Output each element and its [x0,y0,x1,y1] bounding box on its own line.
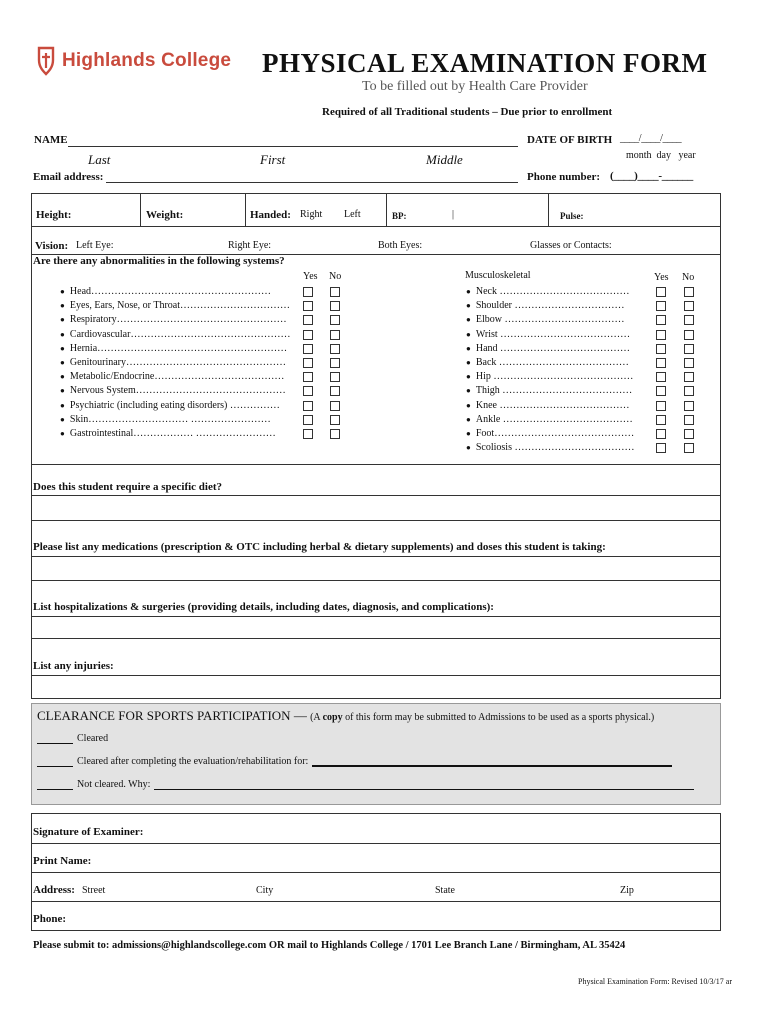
diet-question: Does this student require a specific diet? [33,481,223,493]
system-right-no-checkbox[interactable] [684,287,694,297]
system-right-row [466,285,694,299]
height-field[interactable]: Height: [36,209,72,221]
logo-text: Highlands College [62,50,232,71]
street-field[interactable]: Street [82,885,106,896]
divider [31,872,721,873]
abnormalities-question: Are there any abnormalities in the following systems? [33,255,285,267]
diet-answer-field[interactable] [32,496,720,520]
cleared-after-blank[interactable] [37,766,73,767]
bullet-icon: ● [466,287,471,296]
bullet-icon: ● [466,372,471,382]
weight-field[interactable]: Weight: [146,209,184,221]
cleared-after-option[interactable] [37,756,672,767]
email-label: Email address: [33,171,104,183]
system-right-label: Elbow ……………………………… [475,314,625,326]
signature-field[interactable]: Signature of Examiner: [33,826,144,838]
system-left-row [60,399,340,413]
bullet-icon: ● [466,428,471,438]
system-right-row [466,399,694,413]
system-left-yes-checkbox[interactable] [303,401,313,411]
clearance-note-b: of this form may be submitted to Admissions to be used as a sports physical.) [342,712,655,723]
system-left-row [60,328,340,342]
bullet-icon: ● [60,287,65,296]
system-right-no-checkbox[interactable] [684,401,694,411]
systems-list-left [60,285,340,441]
footer-revision: Physical Examination Form: Revised 10/3/17 ar [578,977,732,986]
system-right-label: Knee ………………………………… [475,399,630,411]
system-left-no-checkbox[interactable] [330,372,340,382]
system-left-row [60,342,340,356]
system-left-row [60,384,340,398]
system-right-row [466,356,694,370]
yes-header-left: Yes [303,271,318,282]
handed-right-option[interactable]: Right [300,209,323,220]
system-left-label: Hernia………………………………………………… [69,342,288,354]
system-left-row [60,413,340,427]
shield-logo-icon [36,46,56,76]
system-right-row [466,413,694,427]
middle-name-label: Middle [426,152,463,167]
phone-label: Phone number: [527,171,601,183]
system-right-yes-checkbox[interactable] [656,429,666,439]
cleared-after-reason-field[interactable] [312,765,672,767]
system-left-row [60,427,340,441]
system-left-yes-checkbox[interactable] [303,315,313,325]
system-left-yes-checkbox[interactable] [303,372,313,382]
system-right-row [466,328,694,342]
bullet-icon: ● [60,301,65,311]
divider [31,901,721,902]
system-right-no-checkbox[interactable] [684,301,694,311]
dob-parts-label: month day year [626,150,696,161]
system-right-yes-checkbox[interactable] [656,287,666,297]
system-right-yes-checkbox[interactable] [656,330,666,340]
system-right-row [466,313,694,327]
system-right-no-checkbox[interactable] [684,315,694,325]
no-header-left: No [329,271,342,282]
dob-field[interactable]: ____/____/____ [620,133,682,144]
system-right-yes-checkbox[interactable] [656,386,666,396]
system-right-yes-checkbox[interactable] [656,301,666,311]
system-left-no-checkbox[interactable] [330,330,340,340]
system-left-row [60,299,340,313]
print-name-field[interactable]: Print Name: [33,855,92,867]
both-eyes-field[interactable]: Both Eyes: [378,240,423,251]
system-left-yes-checkbox[interactable] [303,301,313,311]
bullet-icon: ● [60,372,65,382]
system-right-no-checkbox[interactable] [684,358,694,368]
system-left-label: Respiratory…………………………………………… [69,314,287,326]
system-right-yes-checkbox[interactable] [656,372,666,382]
systems-list-right [466,285,694,455]
right-eye-field[interactable]: Right Eye: [228,240,272,251]
system-right-no-checkbox[interactable] [684,344,694,354]
bullet-icon: ● [466,386,471,396]
system-right-yes-checkbox[interactable] [656,344,666,354]
system-left-row [60,356,340,370]
state-field[interactable]: State [435,885,455,896]
bullet-icon: ● [60,386,65,396]
system-right-no-checkbox[interactable] [684,443,694,453]
yes-header-right: Yes [654,272,669,283]
system-left-row [60,285,340,299]
system-left-label: Genitourinary………………………………………… [69,356,287,368]
system-left-no-checkbox[interactable] [330,429,340,439]
bullet-icon: ● [60,414,65,424]
system-right-no-checkbox[interactable] [684,330,694,340]
clearance-heading [37,707,654,725]
system-left-label: Cardiovascular………………………………………… [69,328,291,340]
system-right-label: Neck ………………………………… [475,286,630,297]
submission-instructions: Please submit to: admissions@highlandscollege.com OR mail to Highlands College / 1701 Lee Branch Lane / Birmingham, AL 35424 [33,940,626,951]
system-right-label: Foot…………………………………… [475,427,635,439]
city-field[interactable]: City [256,885,274,896]
not-cleared-option[interactable] [37,779,694,790]
system-left-label: Eyes, Ears, Nose, or Throat…………………………… [69,300,290,312]
system-left-no-checkbox[interactable] [330,344,340,354]
first-name-label: First [260,152,286,167]
pulse-field[interactable]: Pulse: [560,211,584,221]
bullet-icon: ● [466,329,471,339]
system-left-no-checkbox[interactable] [330,386,340,396]
system-right-label: Ankle ………………………………… [475,413,633,425]
vitals-box [31,193,721,227]
system-left-yes-checkbox[interactable] [303,330,313,340]
system-right-label: Hand ………………………………… [475,342,631,354]
requirement-note: Required of all Traditional students – Due prior to enrollment [322,106,613,118]
system-right-no-checkbox[interactable] [684,415,694,425]
bullet-icon: ● [466,315,471,325]
bullet-icon: ● [466,414,471,424]
system-right-yes-checkbox[interactable] [656,443,666,453]
handed-label: Handed: [250,209,291,221]
system-left-no-checkbox[interactable] [330,401,340,411]
system-right-row [466,370,694,384]
medications-question: Please list any medications (prescription & OTC including herbal & dietary supplements) and doses this student is taking: [33,541,606,553]
injuries-question: List any injuries: [33,660,114,672]
cleared-after-label: Cleared after completing the evaluation/rehabilitation for: [77,756,309,767]
not-cleared-reason-field[interactable] [154,789,694,790]
vision-label: Vision: [35,240,69,252]
no-header-right: No [682,272,695,283]
cleared-blank[interactable] [37,743,73,744]
cleared-option[interactable] [37,733,108,744]
system-right-row [466,441,694,455]
bullet-icon: ● [466,301,471,311]
system-right-no-checkbox[interactable] [684,372,694,382]
system-right-yes-checkbox[interactable] [656,315,666,325]
bp-separator: | [452,209,455,220]
system-left-yes-checkbox[interactable] [303,429,313,439]
system-left-yes-checkbox[interactable] [303,287,313,297]
system-left-label: Head……………………………………………… [69,286,272,297]
phone-bottom-field[interactable]: Phone: [33,913,66,925]
system-left-label: Nervous System……………………………………… [69,385,286,397]
system-right-yes-checkbox[interactable] [656,401,666,411]
bullet-icon: ● [60,400,65,410]
system-right-yes-checkbox[interactable] [656,358,666,368]
medications-answer-field[interactable] [32,557,720,580]
address-label: Address: [33,884,75,896]
system-right-row [466,427,694,441]
bullet-icon: ● [466,400,471,410]
dob-label: DATE OF BIRTH [527,134,613,146]
bullet-icon: ● [60,329,65,339]
not-cleared-label: Not cleared. Why: [77,779,151,790]
phone-field[interactable]: (____)____-______ [610,170,693,182]
system-left-yes-checkbox[interactable] [303,358,313,368]
divider [386,193,387,227]
last-name-label: Last [88,152,111,167]
divider [548,193,549,227]
bullet-icon: ● [60,428,65,438]
clearance-note-a: (A [310,712,323,723]
system-right-row [466,384,694,398]
vision-box [31,227,721,255]
form-subtitle: To be filled out by Health Care Provider [362,79,588,94]
bullet-icon: ● [466,443,471,453]
zip-field[interactable]: Zip [620,885,634,896]
not-cleared-blank[interactable] [37,789,73,790]
system-right-no-checkbox[interactable] [684,386,694,396]
hospitalizations-question: List hospitalizations & surgeries (providing details, including dates, diagnosis, and complications): [33,601,494,613]
system-left-yes-checkbox[interactable] [303,386,313,396]
email-field[interactable] [106,182,518,183]
clearance-note-copy: copy [322,712,343,723]
name-field[interactable] [68,146,518,147]
system-left-yes-checkbox[interactable] [303,344,313,354]
system-right-yes-checkbox[interactable] [656,415,666,425]
system-left-label: Gastrointestinal……………… …………………… [69,427,276,439]
divider [245,193,246,227]
bullet-icon: ● [60,343,65,353]
name-label: NAME [34,134,68,146]
system-right-row [466,299,694,313]
bullet-icon: ● [60,315,65,325]
bullet-icon: ● [466,343,471,353]
bullet-icon: ● [466,357,471,367]
handed-left-option[interactable]: Left [344,209,361,220]
system-right-label: Thigh ………………………………… [475,385,633,397]
system-right-label: Hip …………………………………… [475,371,634,383]
system-left-no-checkbox[interactable] [330,301,340,311]
bullet-icon: ● [60,357,65,367]
system-left-row [60,313,340,327]
cleared-label: Cleared [77,733,109,744]
clearance-title: CLEARANCE FOR SPORTS PARTICIPATION [37,708,291,723]
glasses-field[interactable]: Glasses or Contacts: [530,240,612,251]
system-right-label: Wrist ………………………………… [475,328,631,340]
hospitalizations-answer-field[interactable] [32,617,720,638]
system-left-label: Skin………………………… …………………… [69,413,271,425]
musculoskeletal-heading: Musculoskeletal [465,270,531,281]
system-right-label: Scoliosis ……………………………… [475,442,635,454]
divider [31,843,721,844]
system-right-label: Shoulder …………………………… [475,300,625,312]
injuries-answer-field[interactable] [32,676,720,698]
system-left-no-checkbox[interactable] [330,415,340,425]
system-left-label: Psychiatric (including eating disorders) …………… [69,399,280,411]
system-left-row [60,370,340,384]
left-eye-field[interactable]: Left Eye: [76,240,114,251]
system-right-no-checkbox[interactable] [684,429,694,439]
divider [140,193,141,227]
system-left-no-checkbox[interactable] [330,287,340,297]
system-left-no-checkbox[interactable] [330,358,340,368]
bp-field[interactable]: BP: [392,211,407,221]
system-left-no-checkbox[interactable] [330,315,340,325]
system-left-label: Metabolic/Endocrine………………………………… [69,371,285,383]
clearance-dash: — [290,708,311,723]
system-left-yes-checkbox[interactable] [303,415,313,425]
college-logo [36,46,231,76]
system-right-row [466,342,694,356]
form-title: PHYSICAL EXAMINATION FORM [262,48,708,78]
system-right-label: Back ………………………………… [475,356,629,368]
